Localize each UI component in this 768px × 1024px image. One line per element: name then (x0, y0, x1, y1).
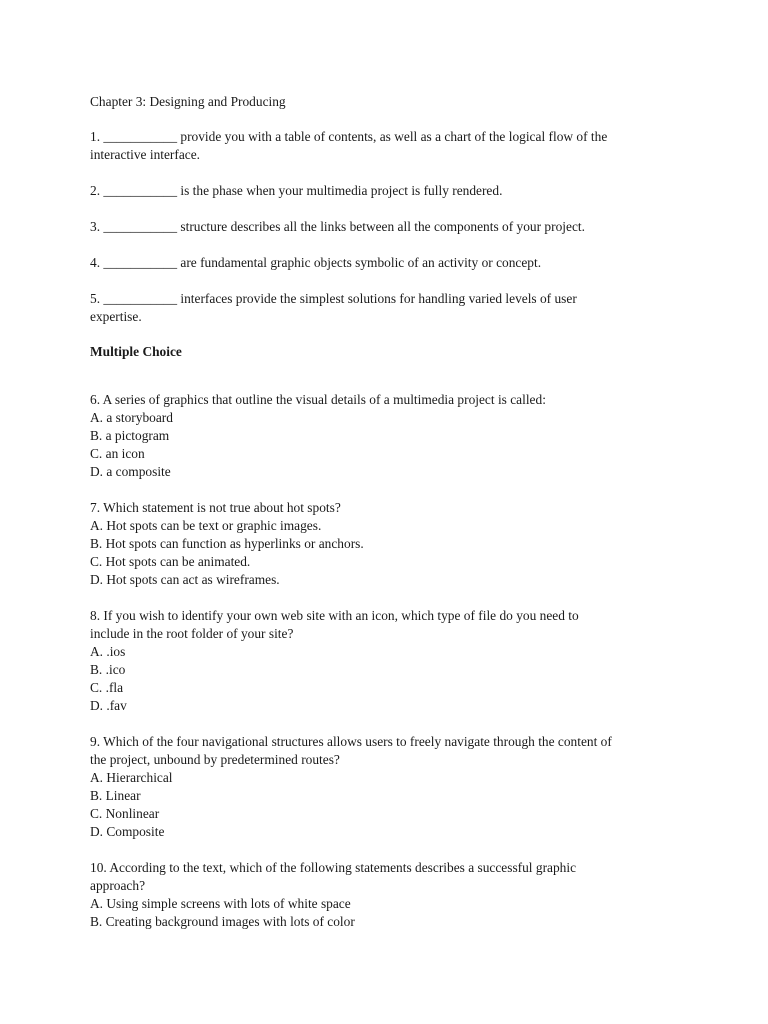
answer-option: A. .ios (90, 644, 126, 659)
question-stem-line: 10. According to the text, which of the following statements describes a successful graphic (90, 860, 577, 875)
spacer (90, 111, 680, 128)
answer-option: B. Hot spots can function as hyperlinks or anchors. (90, 536, 364, 551)
answer-option: C. .fla (90, 680, 124, 695)
multiple-choice-section (90, 391, 680, 949)
multiple-choice-question (90, 859, 680, 931)
spacer (90, 361, 680, 391)
multiple-choice-question (90, 391, 680, 481)
answer-option: A. Hot spots can be text or graphic images. (90, 518, 322, 533)
question-stem-line: 7. Which statement is not true about hot spots? (90, 500, 341, 515)
spacer (90, 481, 680, 499)
spacer (90, 326, 680, 344)
multiple-choice-question (90, 733, 680, 841)
question-text-line: 3. ___________ structure describes all the links between all the components of your project. (90, 219, 585, 234)
question-stem-line: the project, unbound by predetermined routes? (90, 752, 340, 767)
spacer (90, 200, 680, 218)
spacer (90, 272, 680, 290)
question-stem-line: approach? (90, 878, 146, 893)
spacer (90, 236, 680, 254)
fill-in-question (90, 290, 680, 326)
answer-option: B. Creating background images with lots of color (90, 914, 355, 929)
multiple-choice-question (90, 607, 680, 715)
answer-option: C. an icon (90, 446, 145, 461)
question-text-line: 4. ___________ are fundamental graphic objects symbolic of an activity or concept. (90, 255, 542, 270)
answer-option: D. Composite (90, 824, 165, 839)
multiple-choice-question (90, 499, 680, 589)
fill-in-question (90, 182, 680, 200)
spacer (90, 715, 680, 733)
question-stem-line: 6. A series of graphics that outline the visual details of a multimedia project is called: (90, 392, 546, 407)
fill-in-question (90, 218, 680, 236)
answer-option: A. Hierarchical (90, 770, 173, 785)
question-stem-line: 8. If you wish to identify your own web site with an icon, which type of file do you need to (90, 608, 579, 623)
spacer (90, 164, 680, 182)
spacer (90, 589, 680, 607)
answer-option: B. Linear (90, 788, 141, 803)
question-stem-line: include in the root folder of your site? (90, 626, 294, 641)
question-text-line: expertise. (90, 309, 142, 324)
answer-option: D. Hot spots can act as wireframes. (90, 572, 280, 587)
answer-option: A. a storyboard (90, 410, 173, 425)
document-page (90, 93, 680, 949)
spacer (90, 841, 680, 859)
question-text-line: 5. ___________ interfaces provide the simplest solutions for handling varied levels of user (90, 291, 577, 306)
chapter-title: Chapter 3: Designing and Producing (90, 94, 286, 109)
question-text-line: 2. ___________ is the phase when your multimedia project is fully rendered. (90, 183, 503, 198)
question-text-line: 1. ___________ provide you with a table of contents, as well as a chart of the logical flow of the (90, 129, 608, 144)
question-text-line: interactive interface. (90, 147, 201, 162)
fill-in-section (90, 128, 680, 344)
answer-option: D. .fav (90, 698, 127, 713)
section-heading: Multiple Choice (90, 344, 182, 359)
fill-in-question (90, 128, 680, 164)
spacer (90, 931, 680, 949)
question-stem-line: 9. Which of the four navigational structures allows users to freely navigate through the content of (90, 734, 612, 749)
fill-in-question (90, 254, 680, 272)
answer-option: A. Using simple screens with lots of white space (90, 896, 351, 911)
answer-option: B. a pictogram (90, 428, 170, 443)
answer-option: B. .ico (90, 662, 126, 677)
answer-option: D. a composite (90, 464, 171, 479)
answer-option: C. Hot spots can be animated. (90, 554, 251, 569)
answer-option: C. Nonlinear (90, 806, 160, 821)
